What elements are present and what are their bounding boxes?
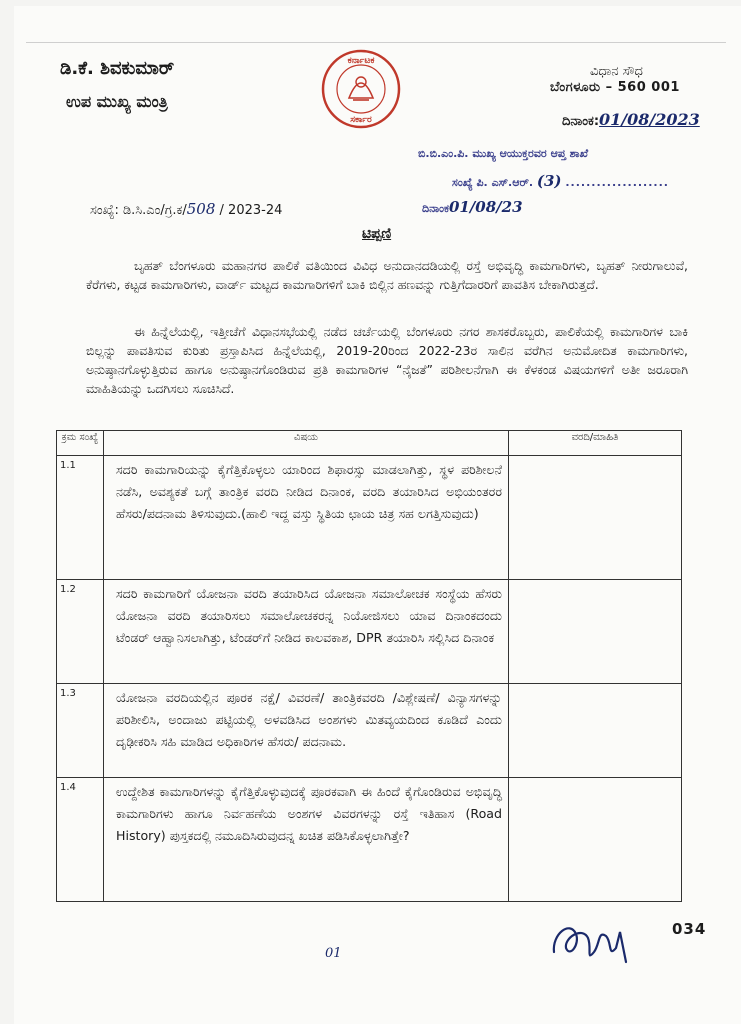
date-line: [562, 110, 700, 129]
inward-number-label: ಸಂಖ್ಯೆ ಪಿ. ಎಸ್.ಆರ್.: [452, 176, 534, 189]
signature-icon: [548, 908, 644, 972]
note-heading: ಟಿಪ್ಪಣಿ: [362, 226, 392, 242]
svg-text:ಕರ್ನಾಟಕ: ಕರ್ನಾಟಕ: [347, 56, 375, 66]
row-text: ಯೋಜನಾ ವರದಿಯಲ್ಲಿನ ಪೂರಕ ನಕ್ಷೆ/ ವಿವರಣೆ/ ತಾಂತ್ರಿಕವರದಿ /ವಿಶ್ಲೇಷಣೆ/ ವಿನ್ಯಾಸಗಳನ್ನು ಪರಿಶೀಲಿಸಿ, ಅಂದಾಜು ಪಟ್ಟಿಯಲ್ಲಿ ಅಳವಡಿಸಿದ ಅಂಶಗಳು ಮಿತವ್ಯಯದಿಂದ ಕೂಡಿದೆ ಎಂದು ದೃಢೀಕರಿಸಿ ಸಹಿ ಮಾಡಿದ ಅಧಿಕಾರಿಗಳ ಹೆಸರು/ ಪದನಾಮ.: [104, 684, 509, 778]
inward-number-dots: ....................: [565, 176, 669, 189]
paragraph-1: ಬೃಹತ್ ಬೆಂಗಳೂರು ಮಹಾನಗರ ಪಾಲಿಕೆ ವತಿಯಿಂದ ವಿವಿಧ ಅನುದಾನದಡಿಯಲ್ಲಿ ರಸ್ತೆ ಅಭಿವೃದ್ಧಿ ಕಾಮಗಾರಿಗಳು, ಬೃಹತ್ ನೀರುಗಾಲುವೆ, ಕೆರೆಗಳು, ಕಟ್ಟಡ ಕಾಮಗಾರಿಗಳು, ವಾರ್ಡ್ ಮಟ್ಟದ ಕಾಮಗಾರಿಗಳಿಗೆ ಬಾಕಿ ಬಿಲ್ಲಿನ ಹಣವನ್ನು ಗುತ್ತಿಗೆದಾರರಿಗೆ ಪಾವತಿಸ ಬೇಕಾಗಿರುತ್ತದೆ.: [86, 258, 688, 292]
svg-text:ಸರ್ಕಾರ: ಸರ್ಕಾರ: [350, 115, 372, 125]
col-header-serial: ಕ್ರಮ ಸಂಖ್ಯೆ: [57, 431, 104, 456]
row-number: 1.2: [57, 580, 104, 684]
author-designation: ಉಪ ಮುಖ್ಯ ಮಂತ್ರಿ: [66, 92, 168, 111]
row-text: ಉದ್ದೇಶಿತ ಕಾಮಗಾರಿಗಳನ್ನು ಕೈಗೆತ್ತಿಕೊಳ್ಳುವುದಕ್ಕೆ ಪೂರಕವಾಗಿ ಈ ಹಿಂದೆ ಕೈಗೊಂಡಿರುವ ಅಭಿವೃದ್ಧಿ ಕಾಮಗಾರಿಗಳು ಹಾಗೂ ನಿರ್ವಹಣೆಯ ಅಂಶಗಳ ವಿವರಗಳನ್ನು ರಸ್ತೆ ಇತಿಹಾಸ (Road History) ಪುಸ್ತಕದಲ್ಲಿ ನಮೂದಿಸಿರುವುದನ್ನ ಖಚಿತ ಪಡಿಸಿಕೊಳ್ಳಲಾಗಿತ್ತೇ?: [104, 778, 509, 902]
reference-year: / 2023-24: [219, 203, 283, 218]
inward-date-value: 01/08/23: [448, 198, 523, 216]
page-mark: 01: [325, 946, 342, 961]
inward-stamp-number: [452, 172, 669, 190]
reference-prefix: ಸಂಖ್ಯೆ: ಡಿ.ಸಿ.ಎಂ/ಗ್ರ.ಕ/: [90, 203, 187, 218]
table-row: [57, 684, 682, 778]
row-report-cell: [509, 580, 682, 684]
inward-stamp-office: ಬಿ.ಬಿ.ಎಂ.ಪಿ. ಮುಖ್ಯ ಆಯುಕ್ತರವರ ಆಪ್ತ ಶಾಖೆ: [418, 147, 589, 160]
government-emblem-icon: [320, 48, 402, 134]
date-label: ದಿನಾಂಕ:: [562, 114, 600, 129]
table-header-row: [57, 431, 682, 456]
inward-number-value: (3): [536, 172, 562, 190]
table-row: [57, 456, 682, 580]
row-text: ಸದರಿ ಕಾಮಗಾರಿಗೆ ಯೋಜನಾ ವರದಿ ತಯಾರಿಸಿದ ಯೋಜನಾ ಸಮಾಲೋಚಕ ಸಂಸ್ಥೆಯ ಹೆಸರು ಯೋಜನಾ ವರದಿ ತಯಾರಿಸಲು ಸಮಾಲೋಚಕರನ್ನ ನಿಯೋಜಿಸಲು ಯಾವ ದಿನಾಂಕದಂದು ಟೆಂಡರ್ ಆಹ್ವಾನಿಸಲಾಗಿತ್ತು, ಟೆಂಡರ್‌ಗೆ ನೀಡಿದ ಕಾಲವಕಾಶ, DPR ತಯಾರಿಸಿ ಸಲ್ಲಿಸಿದ ದಿನಾಂಕ: [104, 580, 509, 684]
row-text: ಸದರಿ ಕಾಮಗಾರಿಯನ್ನು ಕೈಗೆತ್ತಿಕೊಳ್ಳಲು ಯಾರಿಂದ ಶಿಫಾರಸ್ಸು ಮಾಡಲಾಗಿತ್ತು, ಸ್ಥಳ ಪರಿಶೀಲನೆ ನಡೆಸಿ, ಅವಶ್ಯಕತೆ ಬಗ್ಗೆ ತಾಂತ್ರಿಕ ವರದಿ ನೀಡಿದ ದಿನಾಂಕ, ವರದಿ ತಯಾರಿಸಿದ ಅಭಿಯಂತರರ ಹೆಸರು/ಪದನಾಮ ತಿಳಿಸುವುದು.(ಹಾಲಿ ಇದ್ದ ವಸ್ತು ಸ್ಥಿತಿಯ ಛಾಯ ಚಿತ್ರ ಸಹ ಲಗತ್ತಿಸುವುದು): [104, 456, 509, 580]
inward-date-label: ದಿನಾಂಕ: [422, 202, 449, 215]
col-header-subject: ವಿಷಯ: [104, 431, 509, 456]
row-report-cell: [509, 456, 682, 580]
paragraph-2: ಈ ಹಿನ್ನೆಲೆಯಲ್ಲಿ, ಇತ್ತೀಚೆಗೆ ವಿಧಾನಸಭೆಯಲ್ಲಿ ನಡೆದ ಚರ್ಚೆಯಲ್ಲಿ ಬೆಂಗಳೂರು ನಗರ ಶಾಸಕರೊಬ್ಬರು, ಪಾಲಿಕೆಯಲ್ಲಿ ಕಾಮಗಾರಿಗಳ ಬಾಕಿ ಬಿಲ್ಲನ್ನು ಪಾವತಿಸುವ ಕುರಿತು ಪ್ರಸ್ತಾಪಿಸಿದ ಹಿನ್ನೆಲೆಯಲ್ಲಿ, 2019-20ರಿಂದ 2022-23ರ ಸಾಲಿನ ವರೆಗಿನ ಅನುಮೋದಿತ ಕಾಮಗಾರಿಗಳು, ಅನುಷ್ಠಾನಗೊಳ್ಳುತ್ತಿರುವ ಹಾಗೂ ಅನುಷ್ಠಾನಗೊಂಡಿರುವ ಪ್ರತಿ ಕಾಮಗಾರಿಗಳ “ನೈಜತೆ” ಪರಿಶೀಲನೆಗಾಗಿ ಈ ಕೆಳಕಂಡ ವಿಷಯಗಳಿಗೆ ಅತೀ ಜರೂರಾಗಿ ಮಾಹಿತಿಯನ್ನು ಒದಗಿಸಲು ಸೂಚಿಸಿದೆ.: [86, 324, 688, 396]
place-line-2: ಬೆಂಗಳೂರು – 560 001: [550, 80, 680, 95]
row-number: 1.4: [57, 778, 104, 902]
inward-stamp-date: [422, 198, 523, 216]
information-table: [56, 430, 682, 902]
row-number: 1.3: [57, 684, 104, 778]
top-rule: [26, 42, 726, 43]
place-line-1: ವಿಧಾನ ಸೌಧ: [590, 64, 643, 79]
row-report-cell: [509, 684, 682, 778]
reference-handwritten-number: 508: [186, 200, 216, 218]
col-header-report: ವರದಿ/ಮಾಹಿತಿ: [509, 431, 682, 456]
row-report-cell: [509, 778, 682, 902]
page-number: 034: [672, 920, 707, 938]
author-name: ಡಿ.ಕೆ. ಶಿವಕುಮಾರ್: [60, 58, 175, 79]
row-number: 1.1: [57, 456, 104, 580]
reference-number: [90, 200, 282, 218]
table-row: [57, 778, 682, 902]
table-row: [57, 580, 682, 684]
date-value: 01/08/2023: [599, 110, 700, 129]
